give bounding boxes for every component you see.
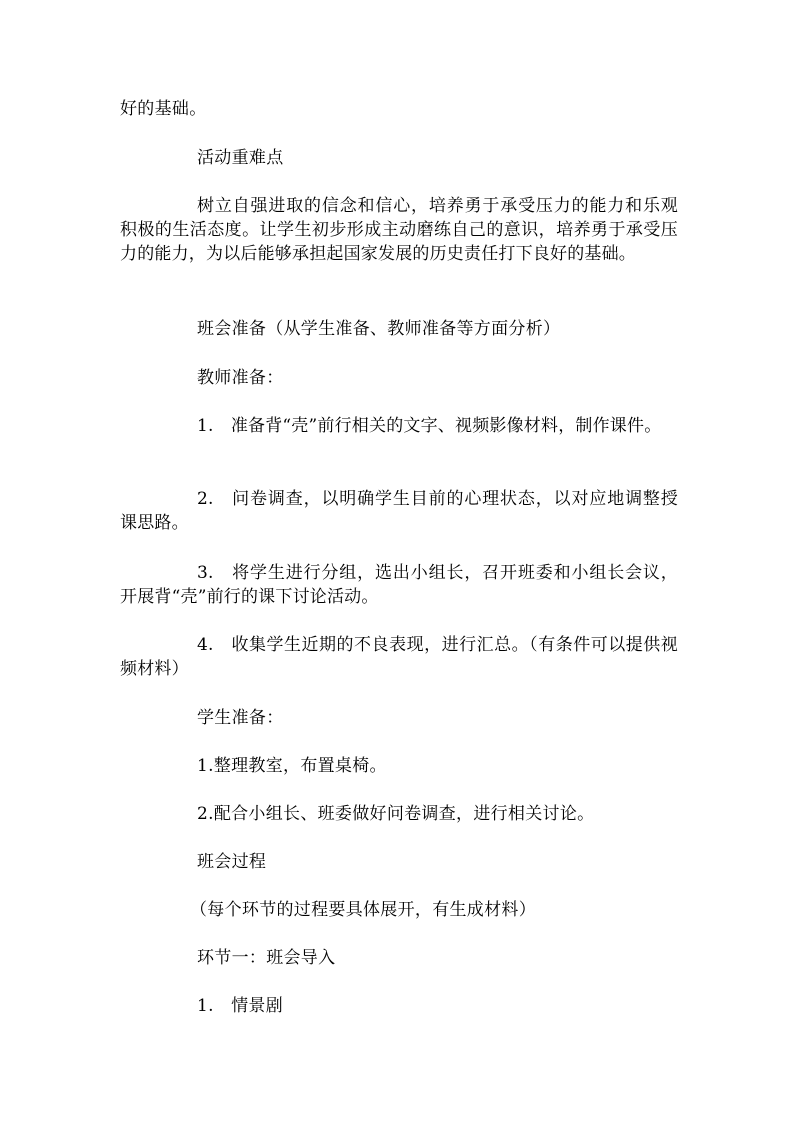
heading-class-process: 班会过程 bbox=[197, 852, 267, 872]
list-item-teacher-3: 3. 将学生进行分组，选出小组长，召开班委和小组长会议，开展背“壳”前行的课下讨论活动。 bbox=[120, 563, 678, 607]
heading-teacher-preparation: 教师准备： bbox=[197, 368, 284, 388]
list-item-student-1: 1.整理教室，布置桌椅。 bbox=[197, 756, 387, 776]
note-process-requirement: （每个环节的过程要具体展开，有生成材料） bbox=[190, 900, 536, 920]
list-item-teacher-1: 1. 准备背“壳”前行相关的文字、视频影像材料，制作课件。 bbox=[197, 416, 662, 436]
heading-class-preparation: 班会准备（从学生准备、教师准备等方面分析） bbox=[197, 319, 561, 339]
heading-key-difficulties: 活动重难点 bbox=[197, 148, 284, 168]
heading-student-preparation: 学生准备： bbox=[197, 708, 284, 728]
list-item-student-2: 2.配合小组长、班委做好问卷调查，进行相关讨论。 bbox=[197, 804, 595, 824]
list-item-teacher-4: 4. 收集学生近期的不良表现，进行汇总。（有条件可以提供视频材料） bbox=[120, 635, 678, 679]
list-item-teacher-2: 2. 问卷调查，以明确学生目前的心理状态，以对应地调整授课思路。 bbox=[120, 489, 678, 533]
list-item-step-one-1: 1. 情景剧 bbox=[197, 996, 284, 1016]
heading-step-one: 环节一：班会导入 bbox=[197, 948, 336, 968]
paragraph-key-difficulties-body: 树立自强进取的信念和信心，培养勇于承受压力的能力和乐观积极的生活态度。让学生初步形成主动磨练自己的意识，培养勇于承受压力的能力，为以后能够承担起国家发展的历史责任打下良好的基础。 bbox=[120, 196, 678, 264]
paragraph-continuation: 好的基础。 bbox=[120, 99, 207, 119]
